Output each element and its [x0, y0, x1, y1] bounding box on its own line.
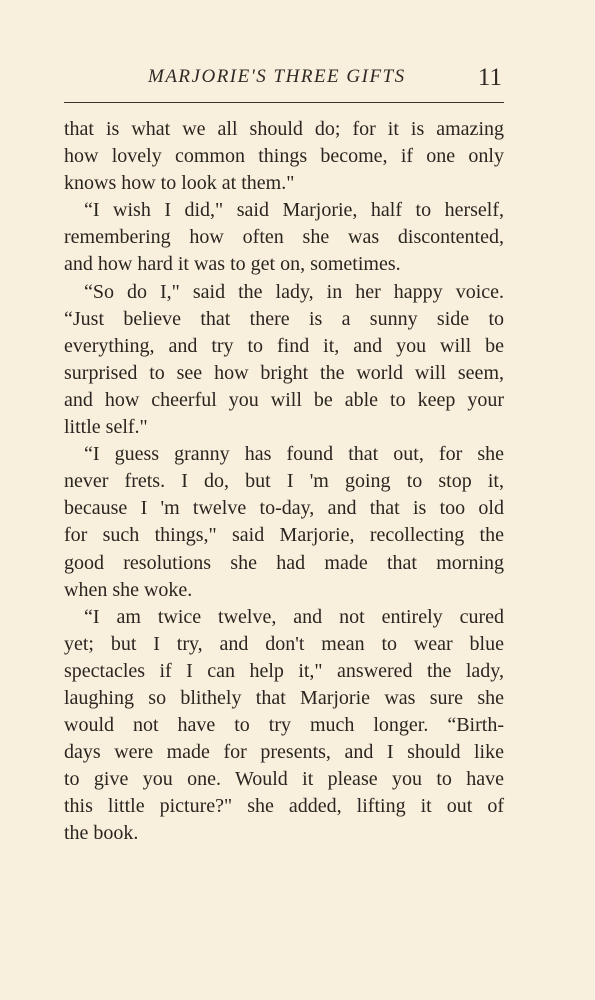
text-line: laughing so blithely that Marjorie was sure she [64, 686, 504, 709]
running-title: MARJORIE'S THREE GIFTS [148, 66, 406, 87]
text-line: when she woke. [64, 578, 193, 601]
text-line: “Just believe that there is a sunny side to [64, 307, 504, 330]
text-line: spectacles if I can help it," answered the lady, [64, 659, 504, 682]
text-line: the book. [64, 822, 139, 845]
text-line: “I am twice twelve, and not entirely cured [84, 605, 504, 628]
text-line: knows how to look at them." [64, 172, 295, 195]
text-line: for such things," said Marjorie, recollecting the [64, 524, 504, 547]
text-line: “I guess granny has found that out, for she [84, 443, 504, 466]
text-line: and how hard it was to get on, sometimes. [64, 253, 401, 276]
text-line: good resolutions she had made that morning [64, 551, 504, 574]
text-line: never frets. I do, but I 'm going to stop it, [64, 470, 504, 493]
text-line: “So do I," said the lady, in her happy voice. [84, 280, 504, 303]
text-line: “I wish I did," said Marjorie, half to herself, [84, 199, 504, 222]
text-line: everything, and try to find it, and you will be [64, 334, 504, 357]
text-line: little self." [64, 416, 148, 439]
header-rule [64, 102, 504, 103]
page-header [64, 66, 504, 98]
text-line: days were made for presents, and I should like [64, 741, 504, 764]
text-line: and how cheerful you will be able to keep your [64, 388, 504, 411]
body-text [64, 116, 504, 848]
text-line: to give you one. Would it please you to have [64, 768, 504, 791]
text-line: would not have to try much longer. “Birth- [64, 714, 504, 737]
text-line: remembering how often she was discontented, [64, 226, 504, 249]
text-line: yet; but I try, and don't mean to wear blue [64, 632, 504, 655]
text-line: surprised to see how bright the world will seem, [64, 361, 504, 384]
text-line: how lovely common things become, if one only [64, 145, 504, 168]
text-line: that is what we all should do; for it is amazing [64, 118, 504, 140]
page-number: 11 [477, 64, 502, 91]
text-line: because I 'm twelve to-day, and that is too old [64, 497, 504, 520]
text-line: this little picture?" she added, lifting it out of [64, 795, 504, 818]
